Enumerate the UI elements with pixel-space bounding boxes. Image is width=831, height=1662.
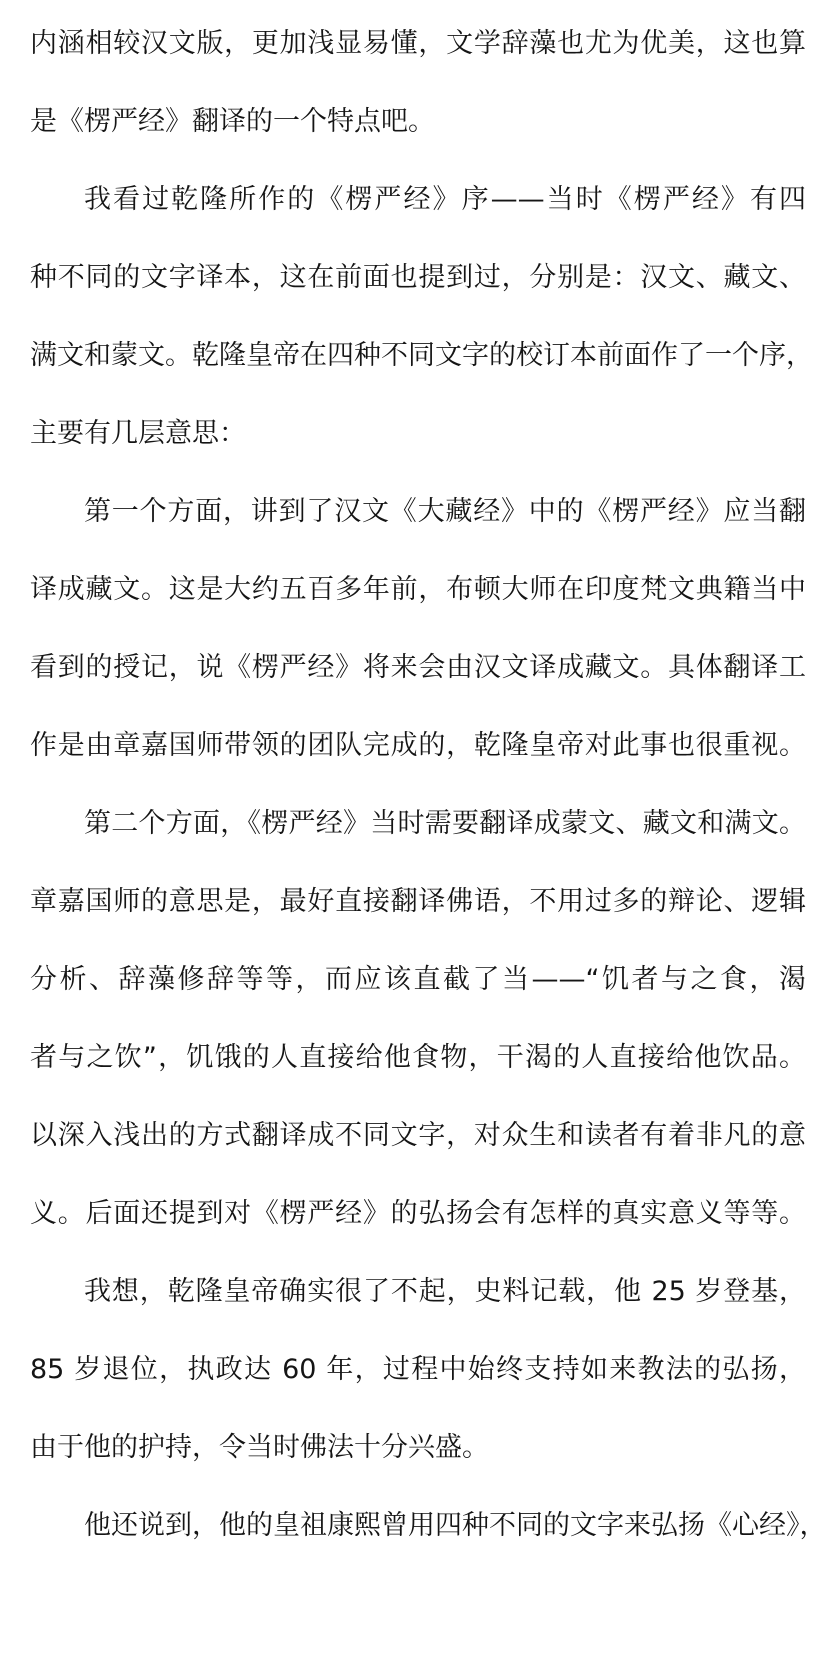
text-line: 看到的授记，说《楞严经》将来会由汉文译成藏文。具体翻译工 — [30, 652, 806, 683]
paragraph-first-line: 我看过乾隆所作的《楞严经》序——当时《楞严经》有四 — [84, 184, 806, 215]
text-line: 种不同的文字译本，这在前面也提到过，分别是：汉文、藏文、 — [30, 262, 806, 293]
paragraph-first-line: 他还说到，他的皇祖康熙曾用四种不同的文字来弘扬《心经》， — [84, 1510, 827, 1541]
text-line: 由于他的护持，令当时佛法十分兴盛。 — [30, 1432, 489, 1463]
text-line: 满文和蒙文。乾隆皇帝在四种不同文字的校订本前面作了一个序， — [30, 340, 813, 371]
paragraph-first-line: 第二个方面，《楞严经》当时需要翻译成蒙文、藏文和满文。 — [84, 808, 806, 839]
paragraph-first-line: 第一个方面，讲到了汉文《大藏经》中的《楞严经》应当翻 — [84, 496, 806, 527]
text-line: 者与之饮”，饥饿的人直接给他食物，干渴的人直接给他饮品。 — [30, 1042, 806, 1073]
text-line: 是《楞严经》翻译的一个特点吧。 — [30, 106, 435, 137]
text-line: 以深入浅出的方式翻译成不同文字，对众生和读者有着非凡的意 — [30, 1120, 806, 1151]
text-line: 分析、辞藻修辞等等，而应该直截了当——“饥者与之食，渴 — [30, 964, 806, 995]
paragraph-first-line: 我想，乾隆皇帝确实很了不起，史料记载，他 25 岁登基， — [84, 1276, 806, 1307]
text-line: 85 岁退位，执政达 60 年，过程中始终支持如来教法的弘扬， — [30, 1354, 806, 1385]
text-line: 主要有几层意思： — [30, 418, 246, 449]
text-line: 义。后面还提到对《楞严经》的弘扬会有怎样的真实意义等等。 — [30, 1198, 806, 1229]
text-line: 作是由章嘉国师带领的团队完成的，乾隆皇帝对此事也很重视。 — [30, 730, 806, 761]
text-line: 内涵相较汉文版，更加浅显易懂，文学辞藻也尤为优美，这也算 — [30, 28, 806, 59]
text-line: 章嘉国师的意思是，最好直接翻译佛语，不用过多的辩论、逻辑 — [30, 886, 806, 917]
text-line: 译成藏文。这是大约五百多年前，布顿大师在印度梵文典籍当中 — [30, 574, 806, 605]
